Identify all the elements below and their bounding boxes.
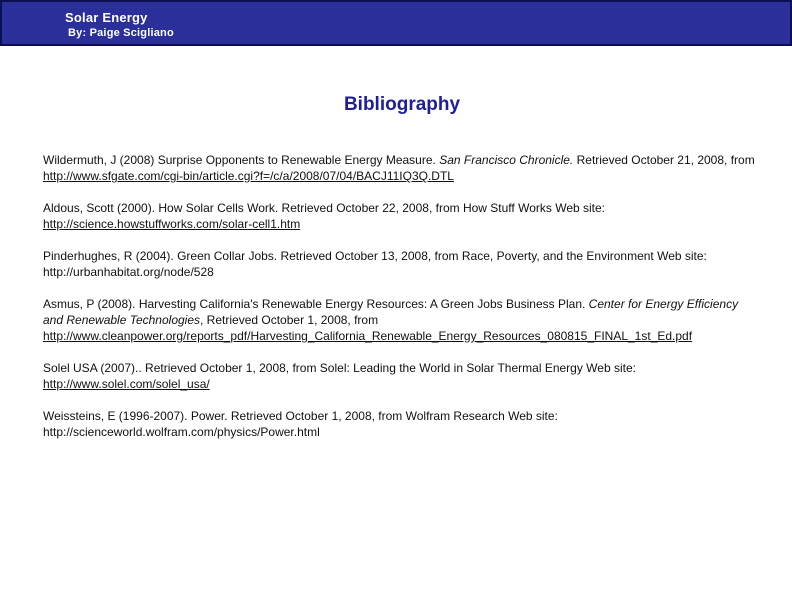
bibliography-list (43, 152, 758, 456)
reference-weissteins (43, 408, 758, 440)
reference-wildermuth (43, 152, 758, 184)
reference-link[interactable]: http://www.sfgate.com/cgi-bin/article.cgi?f=/c/a/2008/07/04/BACJ11IQ3Q.DTL (43, 169, 454, 183)
reference-url: http://scienceworld.wolfram.com/physics/Power.html (43, 425, 320, 439)
header-bar (0, 0, 792, 46)
reference-asmus (43, 296, 758, 344)
reference-link[interactable]: http://www.cleanpower.org/reports_pdf/Harvesting_California_Renewable_Energy_Resources_080815_FINAL_1st_Ed.pdf (43, 329, 693, 343)
header-author: By: Paige Scigliano (68, 27, 174, 39)
reference-text: Pinderhughes, R (2004). Green Collar Jobs. Retrieved October 13, 2008, from Race, Poverty, and the Environment Web site: (43, 249, 707, 263)
header-title: Solar Energy (65, 10, 148, 25)
reference-text: Retrieved October 21, 2008, from (573, 153, 755, 167)
reference-text: , Retrieved October 1, 2008, from (200, 313, 379, 327)
reference-link[interactable]: http://science.howstuffworks.com/solar-cell1.htm (43, 217, 301, 231)
page-title: Bibliography (343, 94, 461, 115)
reference-source: San Francisco Chronicle. (439, 153, 574, 167)
reference-url: http://urbanhabitat.org/node/528 (43, 265, 214, 279)
reference-pinderhughes (43, 248, 758, 280)
reference-source: Center for Energy Efficiency and Renewable Technologies (43, 297, 739, 327)
reference-text: Aldous, Scott (2000). How Solar Cells Work. Retrieved October 22, 2008, from How Stuff Works Web site: (43, 201, 606, 215)
reference-text: Asmus, P (2008). Harvesting California's Renewable Energy Resources: A Green Jobs Business Plan. (43, 297, 589, 311)
reference-solel (43, 360, 758, 392)
reference-link[interactable]: http://www.solel.com/solel_usa/ (43, 377, 210, 391)
reference-aldous (43, 200, 758, 232)
reference-text: Wildermuth, J (2008) Surprise Opponents to Renewable Energy Measure. (43, 153, 440, 167)
reference-text: Weissteins, E (1996-2007). Power. Retrieved October 1, 2008, from Wolfram Research Web site: (43, 409, 558, 423)
reference-text: Solel USA (2007).. Retrieved October 1, 2008, from Solel: Leading the World in Solar Thermal Energy Web site: (43, 361, 636, 375)
